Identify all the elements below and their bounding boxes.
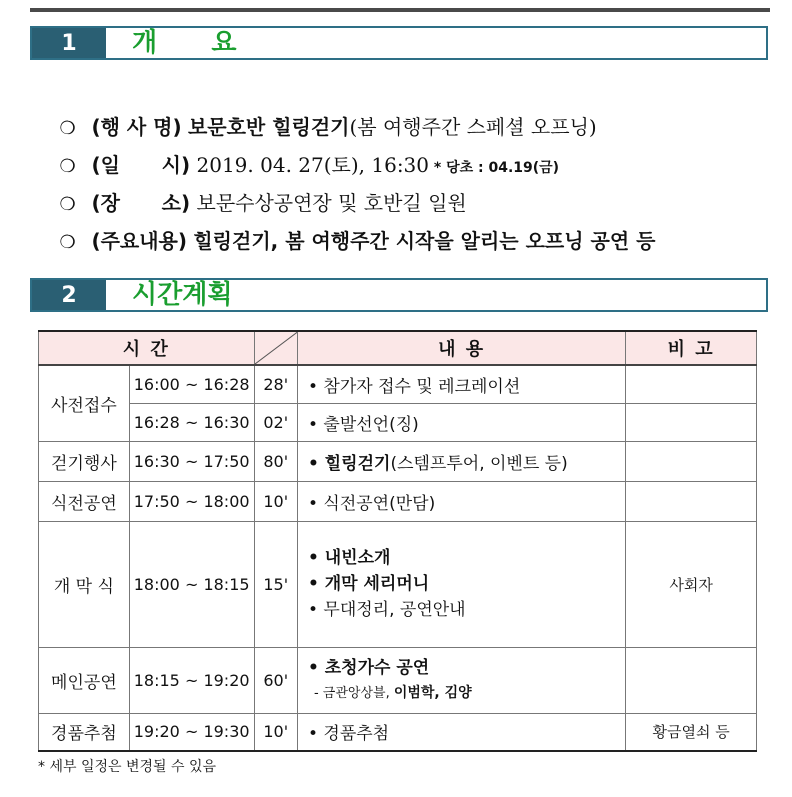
row-category: 메인공연	[39, 647, 130, 713]
overview-value: 보문호반 힐링걷기	[187, 115, 350, 139]
table-row	[39, 647, 757, 713]
row-category: 사전접수	[39, 365, 130, 441]
circle-bullet-icon: ❍	[59, 232, 76, 253]
section-2-number: 2	[32, 280, 106, 310]
header-note: 비 고	[626, 331, 757, 365]
overview-value: 보문수상공연장 및 호반길 일원	[196, 191, 467, 215]
content-subline	[308, 681, 625, 706]
schedule-table	[38, 330, 757, 752]
row-note: 황금열쇠 등	[626, 713, 757, 751]
table-row	[39, 403, 757, 441]
header-content: 내 용	[297, 331, 625, 365]
row-note	[626, 403, 757, 441]
overview-label: (장 소)	[91, 191, 191, 215]
row-duration: 80'	[254, 441, 297, 481]
row-duration: 60'	[254, 647, 297, 713]
row-content-bold: • 힐링걷기	[307, 453, 391, 474]
row-content	[297, 647, 625, 713]
section-1-title: 개 요	[132, 28, 237, 58]
section-2-header	[30, 278, 768, 312]
content-line: • 초청가수 공연	[307, 657, 430, 678]
overview-item-event-name	[34, 70, 774, 139]
overview-rest: (봄 여행주간 스페셜 오프닝)	[349, 115, 597, 139]
circle-bullet-icon: ❍	[59, 118, 76, 139]
table-row	[39, 521, 757, 647]
content-line: • 무대정리, 공연안내	[307, 600, 466, 620]
circle-bullet-icon: ❍	[59, 156, 76, 177]
row-category: 식전공연	[39, 481, 130, 521]
section-1-header	[30, 26, 768, 60]
row-note	[626, 365, 757, 403]
row-time: 16:28 ~ 16:30	[129, 403, 254, 441]
row-time: 16:30 ~ 17:50	[129, 441, 254, 481]
row-category: 걷기행사	[39, 441, 130, 481]
row-content	[297, 521, 625, 647]
row-duration: 10'	[254, 481, 297, 521]
header-time: 시 간	[39, 331, 255, 365]
diagonal-line-icon	[255, 332, 297, 364]
row-content: • 출발선언(징)	[297, 403, 625, 441]
row-duration: 10'	[254, 713, 297, 751]
footnote: * 세부 일정은 변경될 수 있음	[38, 759, 217, 775]
row-note: 사회자	[626, 521, 757, 647]
overview-label: (일 시)	[91, 153, 191, 177]
row-time: 18:00 ~ 18:15	[129, 521, 254, 647]
row-content	[297, 441, 625, 481]
row-content-rest: (스템프투어, 이벤트 등)	[390, 453, 568, 474]
table-header-row	[39, 331, 757, 365]
row-note	[626, 647, 757, 713]
top-rule	[30, 8, 770, 12]
row-note	[626, 481, 757, 521]
overview-value: 힐링걷기, 봄 여행주간 시작을 알리는 오프닝 공연 등	[193, 229, 656, 253]
row-category: 경품추첨	[39, 713, 130, 751]
row-category: 개 막 식	[39, 521, 130, 647]
row-content: • 경품추첨	[297, 713, 625, 751]
row-time: 16:00 ~ 16:28	[129, 365, 254, 403]
subline-bold: 이범학, 김양	[393, 684, 472, 701]
row-time: 17:50 ~ 18:00	[129, 481, 254, 521]
header-diagonal	[254, 331, 297, 365]
row-time: 18:15 ~ 19:20	[129, 647, 254, 713]
overview-value: 2019. 04. 27(토), 16:30	[196, 153, 430, 177]
row-note	[626, 441, 757, 481]
row-content: • 식전공연(만담)	[297, 481, 625, 521]
overview-label: (주요내용)	[91, 229, 187, 253]
row-time: 19:20 ~ 19:30	[129, 713, 254, 751]
content-line: • 개막 세리머니	[307, 574, 430, 594]
row-duration: 28'	[254, 365, 297, 403]
table-row	[39, 713, 757, 751]
overview-list	[34, 70, 774, 253]
row-duration: 02'	[254, 403, 297, 441]
section-2-title: 시간계획	[132, 280, 233, 310]
overview-note: * 당초 : 04.19(금)	[429, 160, 560, 176]
circle-bullet-icon: ❍	[59, 194, 76, 215]
overview-label: (행 사 명)	[91, 115, 182, 139]
table-row	[39, 441, 757, 481]
row-duration: 15'	[254, 521, 297, 647]
row-content: • 참가자 접수 및 레크레이션	[297, 365, 625, 403]
content-line: • 내빈소개	[307, 548, 391, 568]
table-row	[39, 365, 757, 403]
section-1-number: 1	[32, 28, 106, 58]
subline-prefix: - 금관앙상블,	[313, 685, 394, 701]
table-row	[39, 481, 757, 521]
